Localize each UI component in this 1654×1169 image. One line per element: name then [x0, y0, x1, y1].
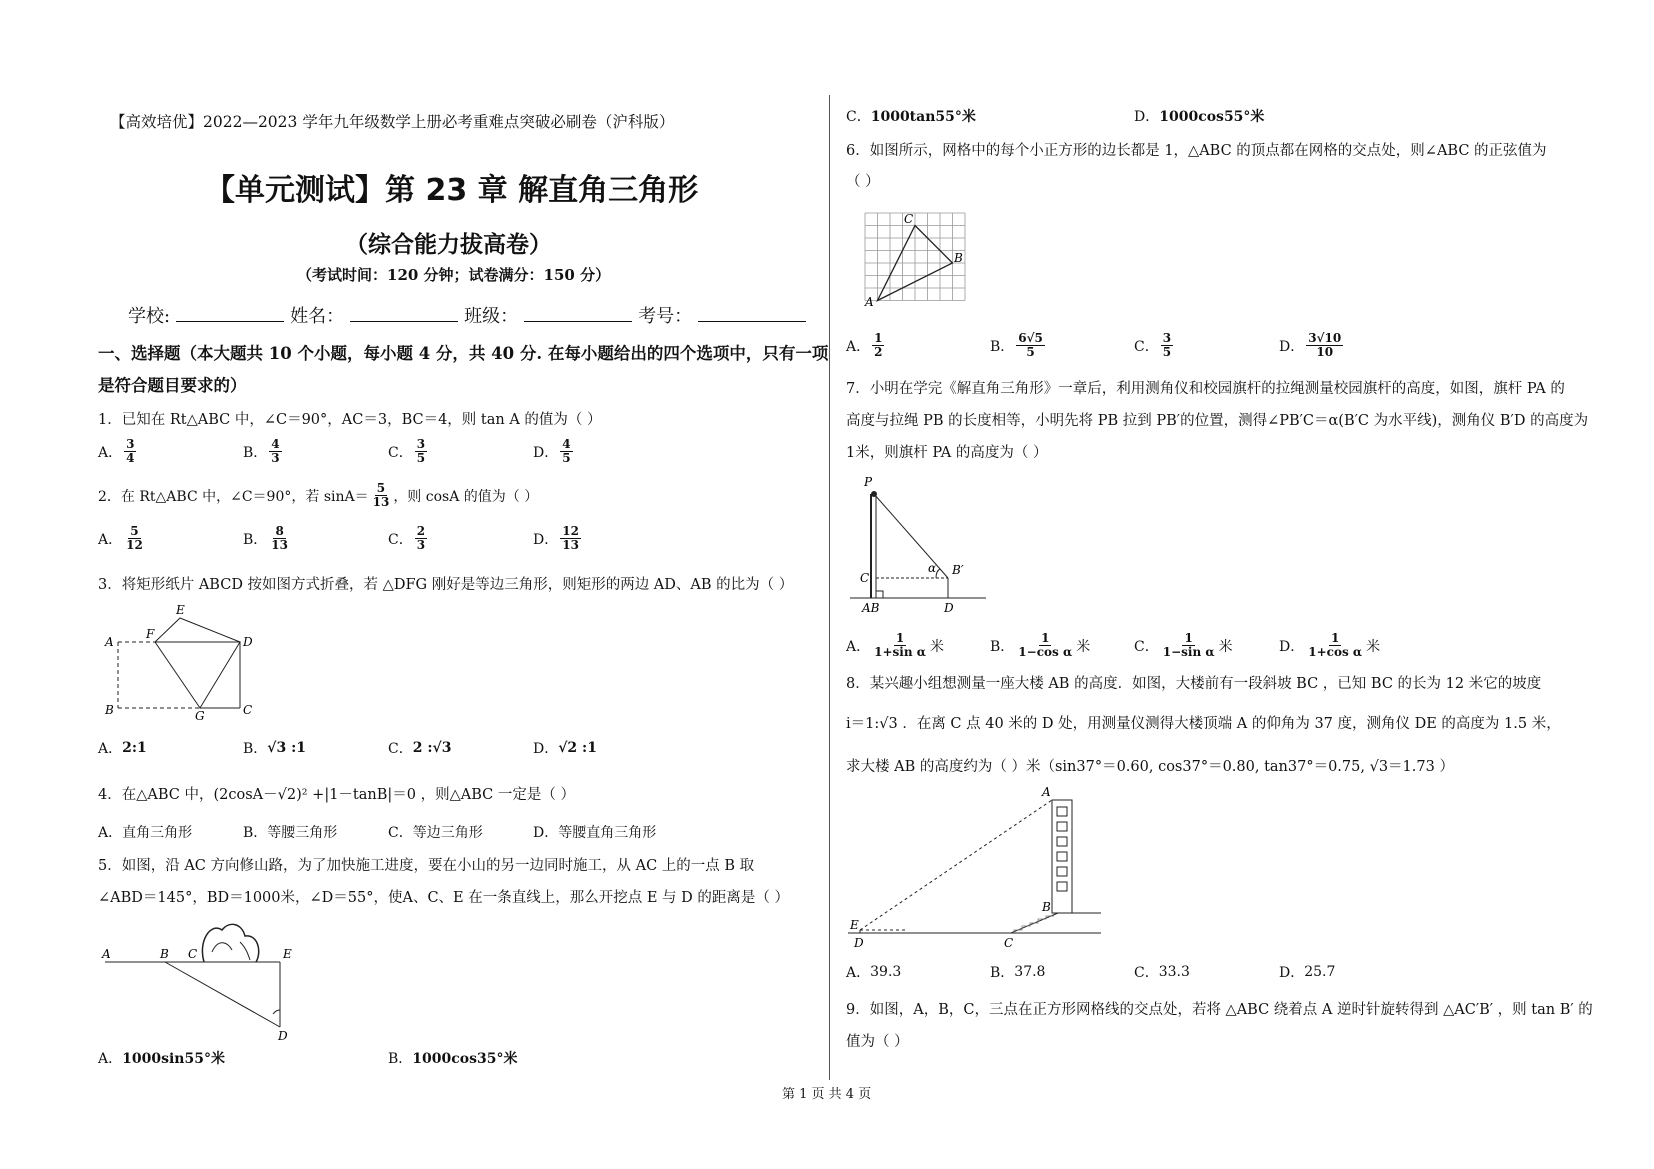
- question-6-stem-cont: （ ）: [846, 174, 880, 190]
- question-7-stem: 7．小明在学完《解直角三角形》一章后，利用测角仪和校园旗杆的拉绳测量校园旗杆的高度，如图，旗杆 PA 的: [846, 381, 1565, 397]
- q2-option-c[interactable]: C． $\frac{2}{3}$: [388, 524, 426, 552]
- q7-option-a[interactable]: A． $\frac{1}{\text{1+sin α}}$ 米: [846, 631, 944, 659]
- q7-option-c[interactable]: C． $\frac{1}{\text{1−sin α}}$ 米: [1134, 631, 1233, 659]
- svg-text:D: D: [944, 601, 954, 615]
- q1-option-b[interactable]: B． $\frac{4}{3}$: [243, 437, 280, 465]
- svg-text:C: C: [904, 212, 914, 226]
- class-field[interactable]: [524, 305, 632, 322]
- number-field[interactable]: [698, 305, 806, 322]
- svg-text:F: F: [146, 627, 155, 641]
- q4-option-b[interactable]: B． 等腰三角形: [243, 825, 338, 841]
- svg-text:C: C: [243, 703, 253, 717]
- question-9-stem: 9．如图，A，B，C，三点在正方形网格线的交点处，若将 △ABC 绕着点 A 逆时针旋转得到 △AC′B′ ，则 tan B′ 的: [846, 1002, 1593, 1018]
- school-label: 学校:: [128, 306, 171, 327]
- svg-text:D: D: [243, 635, 253, 649]
- svg-text:B: B: [160, 947, 169, 961]
- q5-option-c[interactable]: C． 1000tan55°米: [846, 109, 976, 125]
- svg-text:AB: AB: [862, 601, 880, 615]
- q3-option-b[interactable]: B． √3 :1: [243, 740, 307, 757]
- q4-option-a[interactable]: A． 直角三角形: [98, 825, 193, 841]
- q8-option-b[interactable]: B． 37.8: [990, 964, 1046, 981]
- question-5-stem: 5．如图，沿 AC 方向修山路，为了加快施工进度，要在小山的另一边同时施工，从 AC 上的一点 B 取: [98, 858, 755, 874]
- question-8-stem-cont: i＝1:√3 ．在离 C 点 40 米的 D 处，用测量仪测得大楼顶端 A 的仰角为 37 度，测角仪 DE 的高度为 1.5 米，: [846, 716, 1561, 732]
- svg-text:E: E: [176, 603, 185, 617]
- svg-text:C: C: [188, 947, 198, 961]
- question-6-stem: 6．如图所示，网格中的每个小正方形的边长都是 1，△ABC 的顶点都在网格的交点处，则∠ABC 的正弦值为: [846, 143, 1547, 159]
- page-title: 【单元测试】第 23 章 解直角三角形: [205, 173, 699, 208]
- svg-text:D: D: [854, 936, 864, 950]
- student-info-row: [128, 302, 812, 328]
- q7-flagpole-figure: [848, 472, 988, 617]
- svg-text:A: A: [105, 635, 114, 649]
- number-label: 考号：: [638, 306, 693, 327]
- q1-option-a[interactable]: A． $\frac{3}{4}$: [98, 437, 135, 465]
- svg-text:B: B: [954, 251, 963, 265]
- exam-series-title: 【高效培优】2022—2023 学年九年级数学上册必考重难点突破必刷卷（沪科版）: [110, 113, 675, 131]
- q6-option-c[interactable]: C． $\frac{3}{5}$: [1134, 331, 1172, 359]
- svg-text:B: B: [1042, 900, 1051, 914]
- page-subtitle: （综合能力拔高卷）: [345, 232, 552, 258]
- q3-option-c[interactable]: C． 2 :√3: [388, 740, 452, 757]
- q8-option-c[interactable]: C． 33.3: [1134, 964, 1190, 981]
- svg-text:A: A: [865, 295, 874, 309]
- q6-option-a[interactable]: A． $\frac{1}{2}$: [846, 331, 883, 359]
- q4-option-c[interactable]: C． 等边三角形: [388, 825, 483, 841]
- svg-text:A: A: [102, 947, 111, 961]
- q6-option-b[interactable]: B． $\frac{6√5}{5}$: [990, 331, 1043, 359]
- class-label: 班级：: [464, 306, 519, 327]
- name-field[interactable]: [350, 305, 458, 322]
- column-divider: [829, 95, 830, 1080]
- section-heading-cont: 是符合题目要求的）: [98, 376, 247, 395]
- school-field[interactable]: [176, 305, 284, 322]
- svg-text:α: α: [928, 561, 937, 575]
- exam-info: （考试时间：120 分钟；试卷满分：150 分）: [297, 266, 611, 284]
- q4-option-d[interactable]: D． 等腰直角三角形: [533, 825, 657, 841]
- question-1-stem: 1．已知在 Rt△ABC 中，∠C＝90°，AC＝3，BC＝4，则 tan A 的值为（ ）: [98, 412, 602, 428]
- svg-text:P: P: [864, 475, 873, 489]
- page-number: 第 1 页 共 4 页: [782, 1087, 872, 1102]
- question-8-stem-end: 求大楼 AB 的高度约为（ ）米（sin37°＝0.60, cos37°＝0.80, tan37°＝0.75, √3＝1.73 ）: [846, 759, 1454, 775]
- q5-option-a[interactable]: A． 1000sin55°米: [98, 1051, 225, 1067]
- q8-building-figure: [846, 785, 1106, 955]
- q6-grid-figure: [855, 205, 975, 310]
- q1-option-c[interactable]: C． $\frac{3}{5}$: [388, 437, 426, 465]
- section-heading: 一、选择题（本大题共 10 个小题，每小题 4 分，共 40 分. 在每小题给出的四个选项中，只有一项: [98, 344, 829, 363]
- svg-text:E: E: [850, 918, 859, 932]
- q8-option-d[interactable]: D． 25.7: [1279, 964, 1336, 981]
- svg-text:B′: B′: [952, 563, 964, 577]
- q3-fold-figure: [100, 600, 260, 720]
- svg-text:A: A: [1042, 785, 1051, 799]
- question-7-stem-end: 1米，则旗杆 PA 的高度为（ ）: [846, 445, 1048, 461]
- q5-option-b[interactable]: B． 1000cos35°米: [388, 1051, 518, 1067]
- question-7-stem-cont: 高度与拉绳 PB 的长度相等，小明先将 PB 拉到 PB′的位置，测得∠PB′C＝α(B′C 为水平线)，测角仪 B′D 的高度为: [846, 413, 1589, 429]
- question-2-stem: 2．在 Rt△ABC 中，∠C＝90°，若 sinA＝ $\frac{5}{13}$ ，则 cosA 的值为（ ）: [98, 481, 539, 509]
- svg-text:E: E: [283, 947, 292, 961]
- q7-option-b[interactable]: B． $\frac{1}{\text{1−cos α}}$ 米: [990, 631, 1091, 659]
- q3-option-a[interactable]: A． 2:1: [98, 740, 147, 757]
- svg-text:D: D: [278, 1029, 288, 1042]
- q3-option-d[interactable]: D． √2 :1: [533, 740, 597, 757]
- question-4-stem: 4．在△ABC 中，(2cosA－√2)² +|1－tanB|＝0 ，则△ABC 一定是（ ）: [98, 787, 575, 803]
- q1-option-d[interactable]: D． $\frac{4}{5}$: [533, 437, 571, 465]
- question-9-stem-cont: 值为（ ）: [846, 1034, 909, 1050]
- q6-option-d[interactable]: D． $\frac{3√10}{10}$: [1279, 331, 1342, 359]
- svg-text:B: B: [105, 703, 114, 717]
- svg-text:C: C: [1004, 936, 1014, 950]
- q7-option-d[interactable]: D． $\frac{1}{\text{1+cos α}}$ 米: [1279, 631, 1381, 659]
- svg-text:G: G: [195, 709, 205, 720]
- name-label: 姓名：: [290, 306, 345, 327]
- q5-option-d[interactable]: D． 1000cos55°米: [1134, 109, 1265, 125]
- question-3-stem: 3．将矩形纸片 ABCD 按如图方式折叠，若 △DFG 刚好是等边三角形，则矩形的两边 AD、AB 的比为（ ）: [98, 577, 794, 593]
- q2-option-b[interactable]: B． $\frac{8}{13}$: [243, 524, 288, 552]
- question-5-stem-cont: ∠ABD＝145°，BD＝1000米，∠D＝55°，使A、C、E 在一条直线上，那么开挖点 E 与 D 的距离是（ ）: [98, 890, 789, 906]
- question-8-stem: 8．某兴趣小组想测量一座大楼 AB 的高度．如图，大楼前有一段斜坡 BC ，已知 BC 的长为 12 米它的坡度: [846, 676, 1542, 692]
- q5-mountain-figure: [100, 912, 300, 1042]
- q2-option-a[interactable]: A． $\frac{5}{12}$: [98, 524, 143, 552]
- svg-text:C: C: [860, 571, 870, 585]
- q2-option-d[interactable]: D． $\frac{12}{13}$: [533, 524, 579, 552]
- q8-option-a[interactable]: A． 39.3: [846, 964, 902, 981]
